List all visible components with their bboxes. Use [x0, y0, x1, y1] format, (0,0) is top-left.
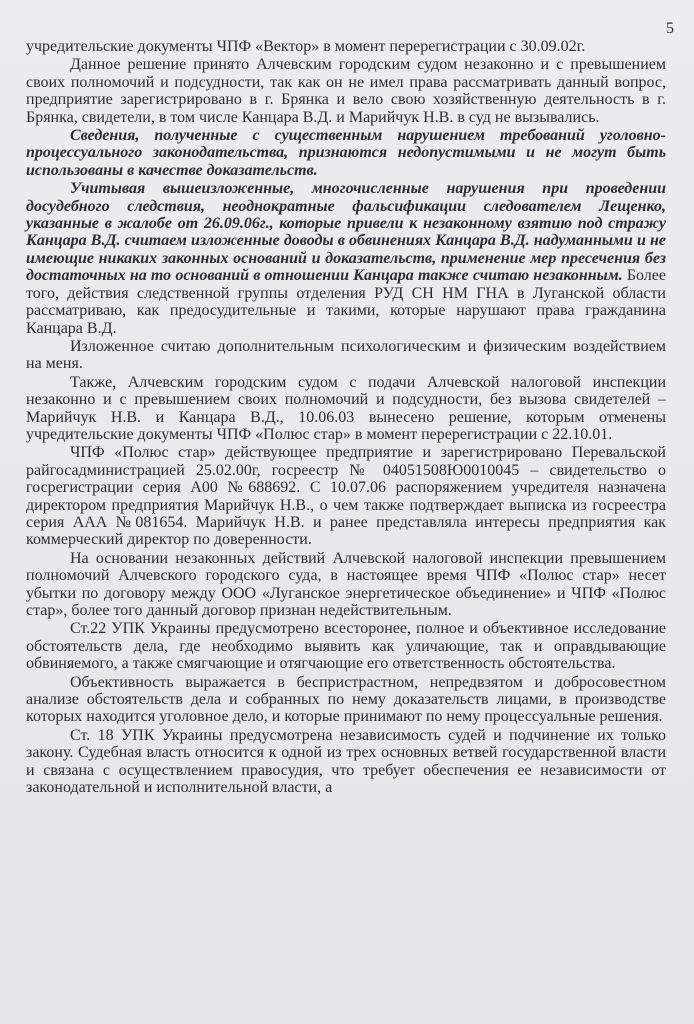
paragraph-3	[26, 127, 666, 179]
paragraph-8	[26, 550, 666, 620]
document-body	[26, 38, 666, 796]
paragraph-7	[26, 444, 666, 548]
paragraph-6-segment-1: Также, Алчевским городским судом с подачи Алчевской налоговой инспекции незаконно и с превышением своих полномочий и подсудности, без вызова свидетелей – Марийчук Н.В. и Канцара В.Д., 10.06.03 вынесено решение, которым отменены учредительские документы ЧПФ «Полюс стар» в момент перерегистрации с 22.10.01.	[26, 373, 666, 443]
paragraph-4	[26, 180, 666, 337]
paragraph-9	[26, 620, 666, 672]
paragraph-10	[26, 674, 666, 726]
paragraph-7-segment-1: ЧПФ «Полюс стар» действующее предприятие и зарегистрировано Перевальской райгосадминистрацией 25.02.00г, госреестр № 04051508Ю0010045 – свидетельство о госрегистрации серия А00 №688692. С 10.07.06 распоряжением учредителя назначена директором предприятия Марийчук Н.В., о чем также подтверждает выписка из госреестра серия ААА №081654. Марийчук Н.В. и ранее представляла интересы предприятия как коммерческий директор по доверенности.	[26, 444, 666, 549]
paragraph-11	[26, 727, 666, 797]
paragraph-1-segment-1: учредительские документы ЧПФ «Вектор» в момент перерегистрации с 30.09.02г.	[26, 38, 586, 55]
paragraph-10-segment-1: Объективность выражается в беспристрастном, непредвзятом и добросовестном анализе обстоятельств дела и собранных по нему доказательств лицами, в производстве которых находится уголовное дело, и которые принимают по нему процессуальные решения.	[26, 673, 666, 726]
paragraph-2	[26, 56, 666, 126]
page-number: 5	[666, 20, 674, 37]
paragraph-8-segment-1: На основании незаконных действий Алчевской налоговой инспекции превышением полномочий Алчевского городского суда, в настоящее время ЧПФ «Полюс стар» несет убытки по договору между ООО «Луганское энергетическое объединение» и ЧПФ «Полюс стар», более того данный договор признан недействительным.	[26, 549, 666, 619]
paragraph-4-segment-2: Более того, действия следственной группы отделения РУД СН НМ ГНА в Луганской области рассматриваю, как предосудительные и такими, которые нарушают права гражданина Канцара В.Д.	[26, 267, 666, 337]
paragraph-4-segment-1: Учитывая вышеизложенные, многочисленные нарушения при проведении досудебного следствия, неоднократные фальсификации следователем Лещенко, указанные в жалобе от 26.09.06г., которые привели к незаконному взятию под стражу Канцара В.Д. считаем изложенные доводы в обвинениях Канцара В.Д. надуманными и не имеющие никаких законных оснований и доказательств, применение мер пресечения без достаточных на то оснований в отношении Канцара также считаю незаконным.	[26, 180, 666, 285]
paragraph-5	[26, 338, 666, 373]
paragraph-5-segment-1: Изложенное считаю дополнительным психологическим и физическим воздействием на меня.	[26, 337, 666, 373]
paragraph-2-segment-1: Данное решение принято Алчевским городским судом незаконно и с превышением своих полномочий и подсудности, так как он не имел права рассматривать данный вопрос, предприятие зарегистрировано в г. Брянка и вело свою хозяйственную деятельность в г. Брянка, свидетели, в том числе Канцара В.Д. и Марийчук Н.В. в суд не вызывались.	[26, 56, 666, 126]
paragraph-6	[26, 374, 666, 444]
paragraph-3-segment-1: Сведения, полученные с существенным нарушением требований уголовно-процессуального законодательства, признаются недопустимыми и не могут быть использованы в качестве доказательств.	[26, 127, 666, 179]
paragraph-11-segment-1: Ст. 18 УПК Украины предусмотрена независимость судей и подчинение их только закону. Судебная власть относится к одной из трех основных ветвей государственной власти и связана с осуществлением правосудия, что требует обеспечения ее независимости от законодательной и исполнительной власти, а	[26, 726, 666, 797]
paragraph-9-segment-1: Ст.22 УПК Украины предусмотрено всесторонее, полное и объективное исследование обстоятельств дела, где необходимо выявить как уличающие, так и оправдывающие обвиняемого, а также смягчающие и отягчающие его ответственность обстоятельства.	[26, 620, 666, 673]
paragraph-1	[26, 38, 666, 55]
